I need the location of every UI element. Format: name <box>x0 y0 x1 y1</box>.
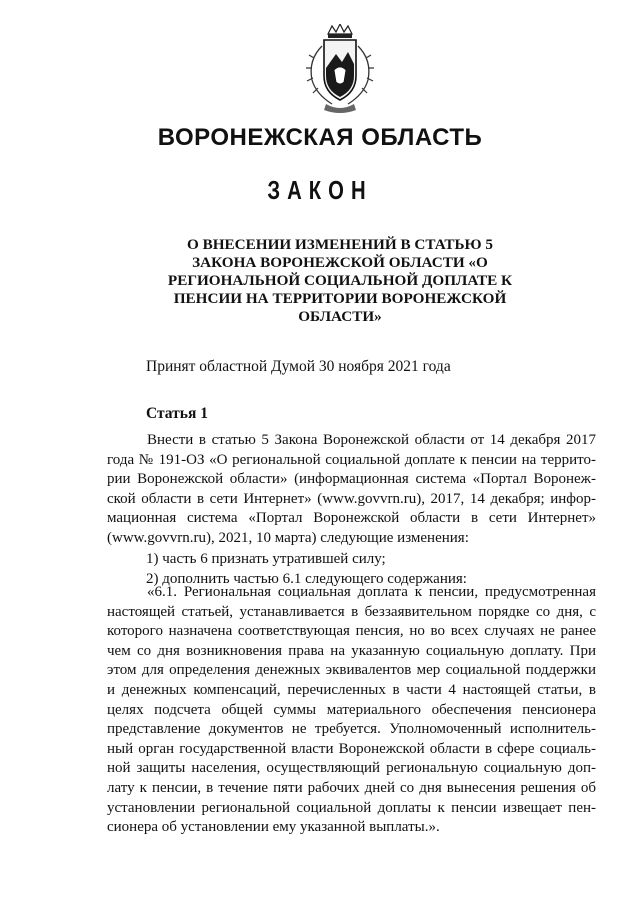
text-line: ской области в сети Интернет» (www.govvrn.ru), 2017, 14 декабря; инфор- <box>107 490 596 507</box>
text-line: мационная система «Портал Воронежской области в сети Интернет» <box>107 510 596 527</box>
text-line: настоящей статьей, устанавливается в беззаявительном порядке со дня, с <box>107 603 596 620</box>
text-line: рии Воронежской области» (информационная система «Портал Воронеж- <box>107 471 596 488</box>
quoted-part-6-1 <box>107 583 596 838</box>
text-line: ной защиты населения, осуществляющий региональную социальную доп- <box>107 760 596 777</box>
text-line: года № 191-ОЗ «О региональной социальной доплате к пенсии на террито- <box>107 451 596 468</box>
amendment-item-1: 1) часть 6 признать утратившей силу; <box>146 551 386 567</box>
text-line: (www.govvrn.ru), 2021, 10 марта) следующие изменения: <box>107 529 469 546</box>
text-line: Внести в статью 5 Закона Воронежской области от 14 декабря 2017 <box>147 432 596 448</box>
article-intro-paragraph <box>107 431 596 549</box>
coat-of-arms-icon <box>296 24 384 116</box>
text-line: «6.1. Региональная социальная доплата к пенсии, предусмотренная <box>147 584 596 600</box>
title-line: ПЕНСИИ НА ТЕРРИТОРИИ ВОРОНЕЖСКОЙ <box>173 290 507 307</box>
title-line: О ВНЕСЕНИИ ИЗМЕНЕНИЙ В СТАТЬЮ 5 <box>186 236 494 253</box>
article-heading: Статья 1 <box>146 405 208 422</box>
text-line: представление документов не требуется. Уполномоченный исполнитель- <box>107 721 596 738</box>
text-line: ный орган государственной власти Воронежской области в сфере социаль- <box>107 740 596 757</box>
amendment-item-2: 2) дополнить частью 6.1 следующего содержания: <box>146 571 467 587</box>
text-line: лату к пенсии, в течение пяти рабочих дней со дня вынесения решения об <box>107 779 596 796</box>
text-line: целях подсчета общей суммы материального обеспечения пенсионера <box>107 701 596 718</box>
text-line: и денежных компенсаций, перечисленных в части 4 настоящей статьи, в <box>107 681 596 698</box>
adoption-date: Принят областной Думой 30 ноября 2021 года <box>146 358 451 375</box>
text-line: сионера об установлении ему указанной выплаты.». <box>107 819 440 836</box>
document-type: ЗАКОН <box>267 175 373 205</box>
title-line: ОБЛАСТИ» <box>298 308 382 325</box>
text-line: этом для определения денежных эквивалентов мер социальной поддержки <box>107 662 596 679</box>
title-line: ЗАКОНА ВОРОНЕЖСКОЙ ОБЛАСТИ «О <box>192 254 488 271</box>
text-line: чем со дня возникновения права на указанную социальную доплату. При <box>107 642 596 659</box>
text-line: установлении региональной социальной доплаты к пенсии извещает пен- <box>107 799 596 816</box>
text-line: которого назначена соответствующая пенсия, но во всех случаях не ранее <box>107 623 596 640</box>
title-line: РЕГИОНАЛЬНОЙ СОЦИАЛЬНОЙ ДОПЛАТЕ К <box>167 272 513 289</box>
region-name: ВОРОНЕЖСКАЯ ОБЛАСТЬ <box>157 124 483 151</box>
law-title <box>150 236 530 326</box>
